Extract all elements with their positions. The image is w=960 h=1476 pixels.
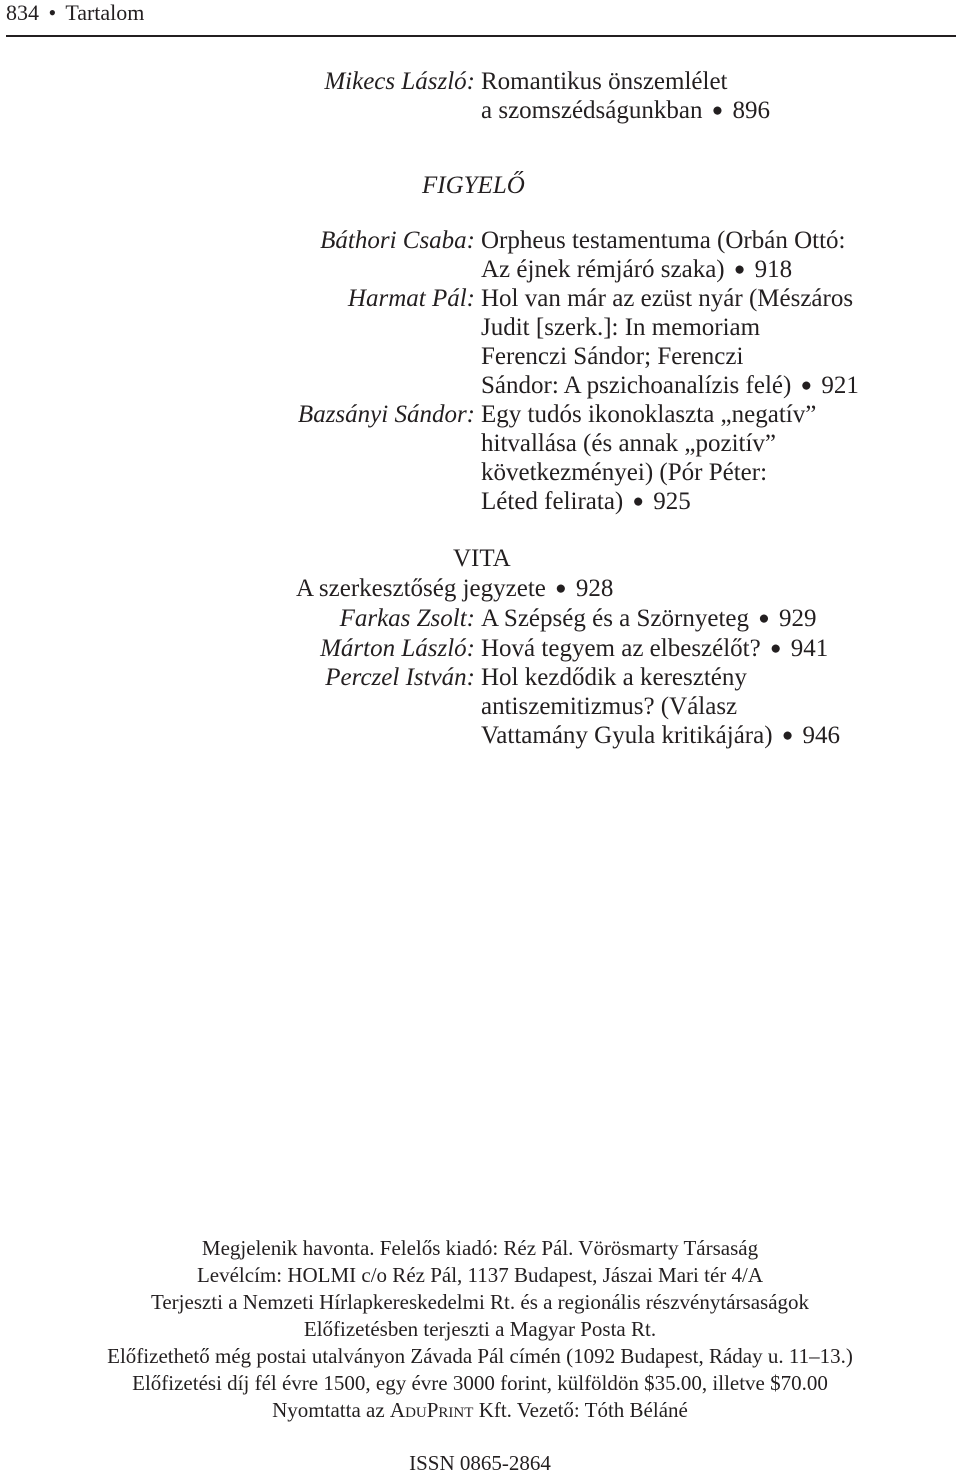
entry-page: 918 — [754, 256, 793, 283]
entry-author-harmat: Harmat Pál: — [347, 285, 475, 312]
imprint-line-7 — [0, 1398, 960, 1423]
imprint-line-4: Előfizetésben terjeszti a Magyar Posta Rt. — [303, 1317, 657, 1341]
section-title: Tartalom — [65, 0, 145, 25]
entry-title-perczel-1: Hol kezdődik a keresztény — [481, 664, 747, 691]
section-heading-figyelo: FIGYELŐ — [422, 172, 525, 199]
bullet-icon: ● — [555, 578, 567, 599]
entry-title-text: Vattamány Gyula kritikájára) — [481, 722, 773, 749]
bullet-separator: • — [48, 0, 57, 25]
entry-title-harmat-4 — [481, 371, 859, 402]
entry-title-perczel-3 — [481, 721, 840, 752]
entry-title-bathori-1: Orpheus testamentuma (Orbán Ottó: — [481, 227, 846, 254]
entry-title-text: a szomszédságunkban — [481, 97, 703, 124]
printer-name: AduPrint — [389, 1398, 474, 1422]
entry-title-mikecs-2 — [481, 96, 770, 127]
imprint-line-2: Levélcím: HOLMI c/o Réz Pál, 1137 Budapest, Jászai Mari tér 4/A — [196, 1263, 764, 1287]
bullet-icon: ● — [781, 725, 794, 746]
entry-page: 929 — [778, 605, 817, 632]
page-number: 834 — [6, 0, 39, 25]
entry-title-bazsanyi-4 — [481, 487, 691, 518]
imprint-line-5: Előfizethető még postai utalványon Závada Pál címén (1092 Budapest, Ráday u. 11–13.) — [107, 1344, 853, 1368]
entry-title-text: Léted felirata) — [481, 488, 624, 515]
imprint-line-1: Megjelenik havonta. Felelős kiadó: Réz Pál. Vörösmarty Társaság — [201, 1236, 759, 1260]
entry-author-farkas: Farkas Zsolt: — [339, 605, 475, 632]
entry-title-marton-1 — [481, 634, 828, 665]
imprint-line-6: Előfizetési díj fél évre 1500, egy évre 3000 forint, külföldön $35.00, illetve $70.00 — [132, 1371, 828, 1395]
entry-author-perczel: Perczel István: — [325, 664, 475, 691]
entry-title-bazsanyi-1: Egy tudós ikonoklaszta „negatív” — [481, 401, 817, 428]
entry-author-bathori: Báthori Csaba: — [320, 227, 475, 254]
entry-title-text: Sándor: A pszichoanalízis felé) — [481, 372, 792, 399]
imprint-text: Nyomtatta az — [272, 1398, 390, 1422]
entry-page: 925 — [653, 488, 691, 515]
entry-title-bazsanyi-3: következményei) (Pór Péter: — [481, 459, 768, 486]
imprint-text: Kft. Vezető: Tóth Béláné — [473, 1398, 688, 1422]
entry-title-text: A Szépség és a Szörnyeteg — [481, 605, 749, 632]
entry-page: 941 — [790, 635, 829, 662]
entry-title-harmat-3: Ferenczi Sándor; Ferenczi — [481, 343, 744, 370]
entry-title-bazsanyi-2: hitvallása (és annak „pozitív” — [481, 430, 777, 457]
imprint-line-3: Terjeszti a Nemzeti Hírlapkereskedelmi Rt. és a regionális részvénytársaságok — [150, 1290, 810, 1314]
section-heading-vita: VITA — [453, 545, 511, 572]
bullet-icon: ● — [769, 638, 782, 659]
entry-page: 896 — [732, 97, 770, 124]
bullet-icon: ● — [711, 100, 724, 121]
entry-title-bathori-2 — [481, 255, 792, 286]
entry-title-mikecs-1: Romantikus önszemlélet — [481, 68, 728, 95]
entry-page: 928 — [575, 575, 614, 602]
entry-title-text: Az éjnek rémjáró szaka) — [481, 256, 725, 283]
entry-author-mikecs: Mikecs László: — [324, 68, 475, 95]
bullet-icon: ● — [758, 608, 770, 629]
entry-title-harmat-2: Judit [szerk.]: In memoriam — [481, 314, 761, 341]
header-rule — [6, 35, 956, 37]
entry-title-harmat-1: Hol van már az ezüst nyár (Mészáros — [481, 285, 854, 312]
entry-title-farkas-1 — [481, 604, 816, 635]
running-head — [6, 0, 144, 26]
entry-title-perczel-2: antiszemitizmus? (Válasz — [481, 693, 738, 720]
entry-author-marton: Márton László: — [320, 635, 475, 662]
entry-szerkesztoseg — [296, 574, 613, 605]
bullet-icon: ● — [733, 259, 746, 280]
bullet-icon: ● — [632, 491, 644, 512]
entry-page: 946 — [802, 722, 841, 749]
entry-title-text: Hová tegyem az elbeszélőt? — [481, 635, 761, 662]
issn: ISSN 0865-2864 — [409, 1451, 551, 1475]
entry-author-bazsanyi: Bazsányi Sándor: — [297, 401, 475, 428]
entry-title-text: A szerkesztőség jegyzete — [296, 575, 546, 602]
entry-page: 921 — [821, 372, 859, 399]
bullet-icon: ● — [800, 375, 813, 396]
